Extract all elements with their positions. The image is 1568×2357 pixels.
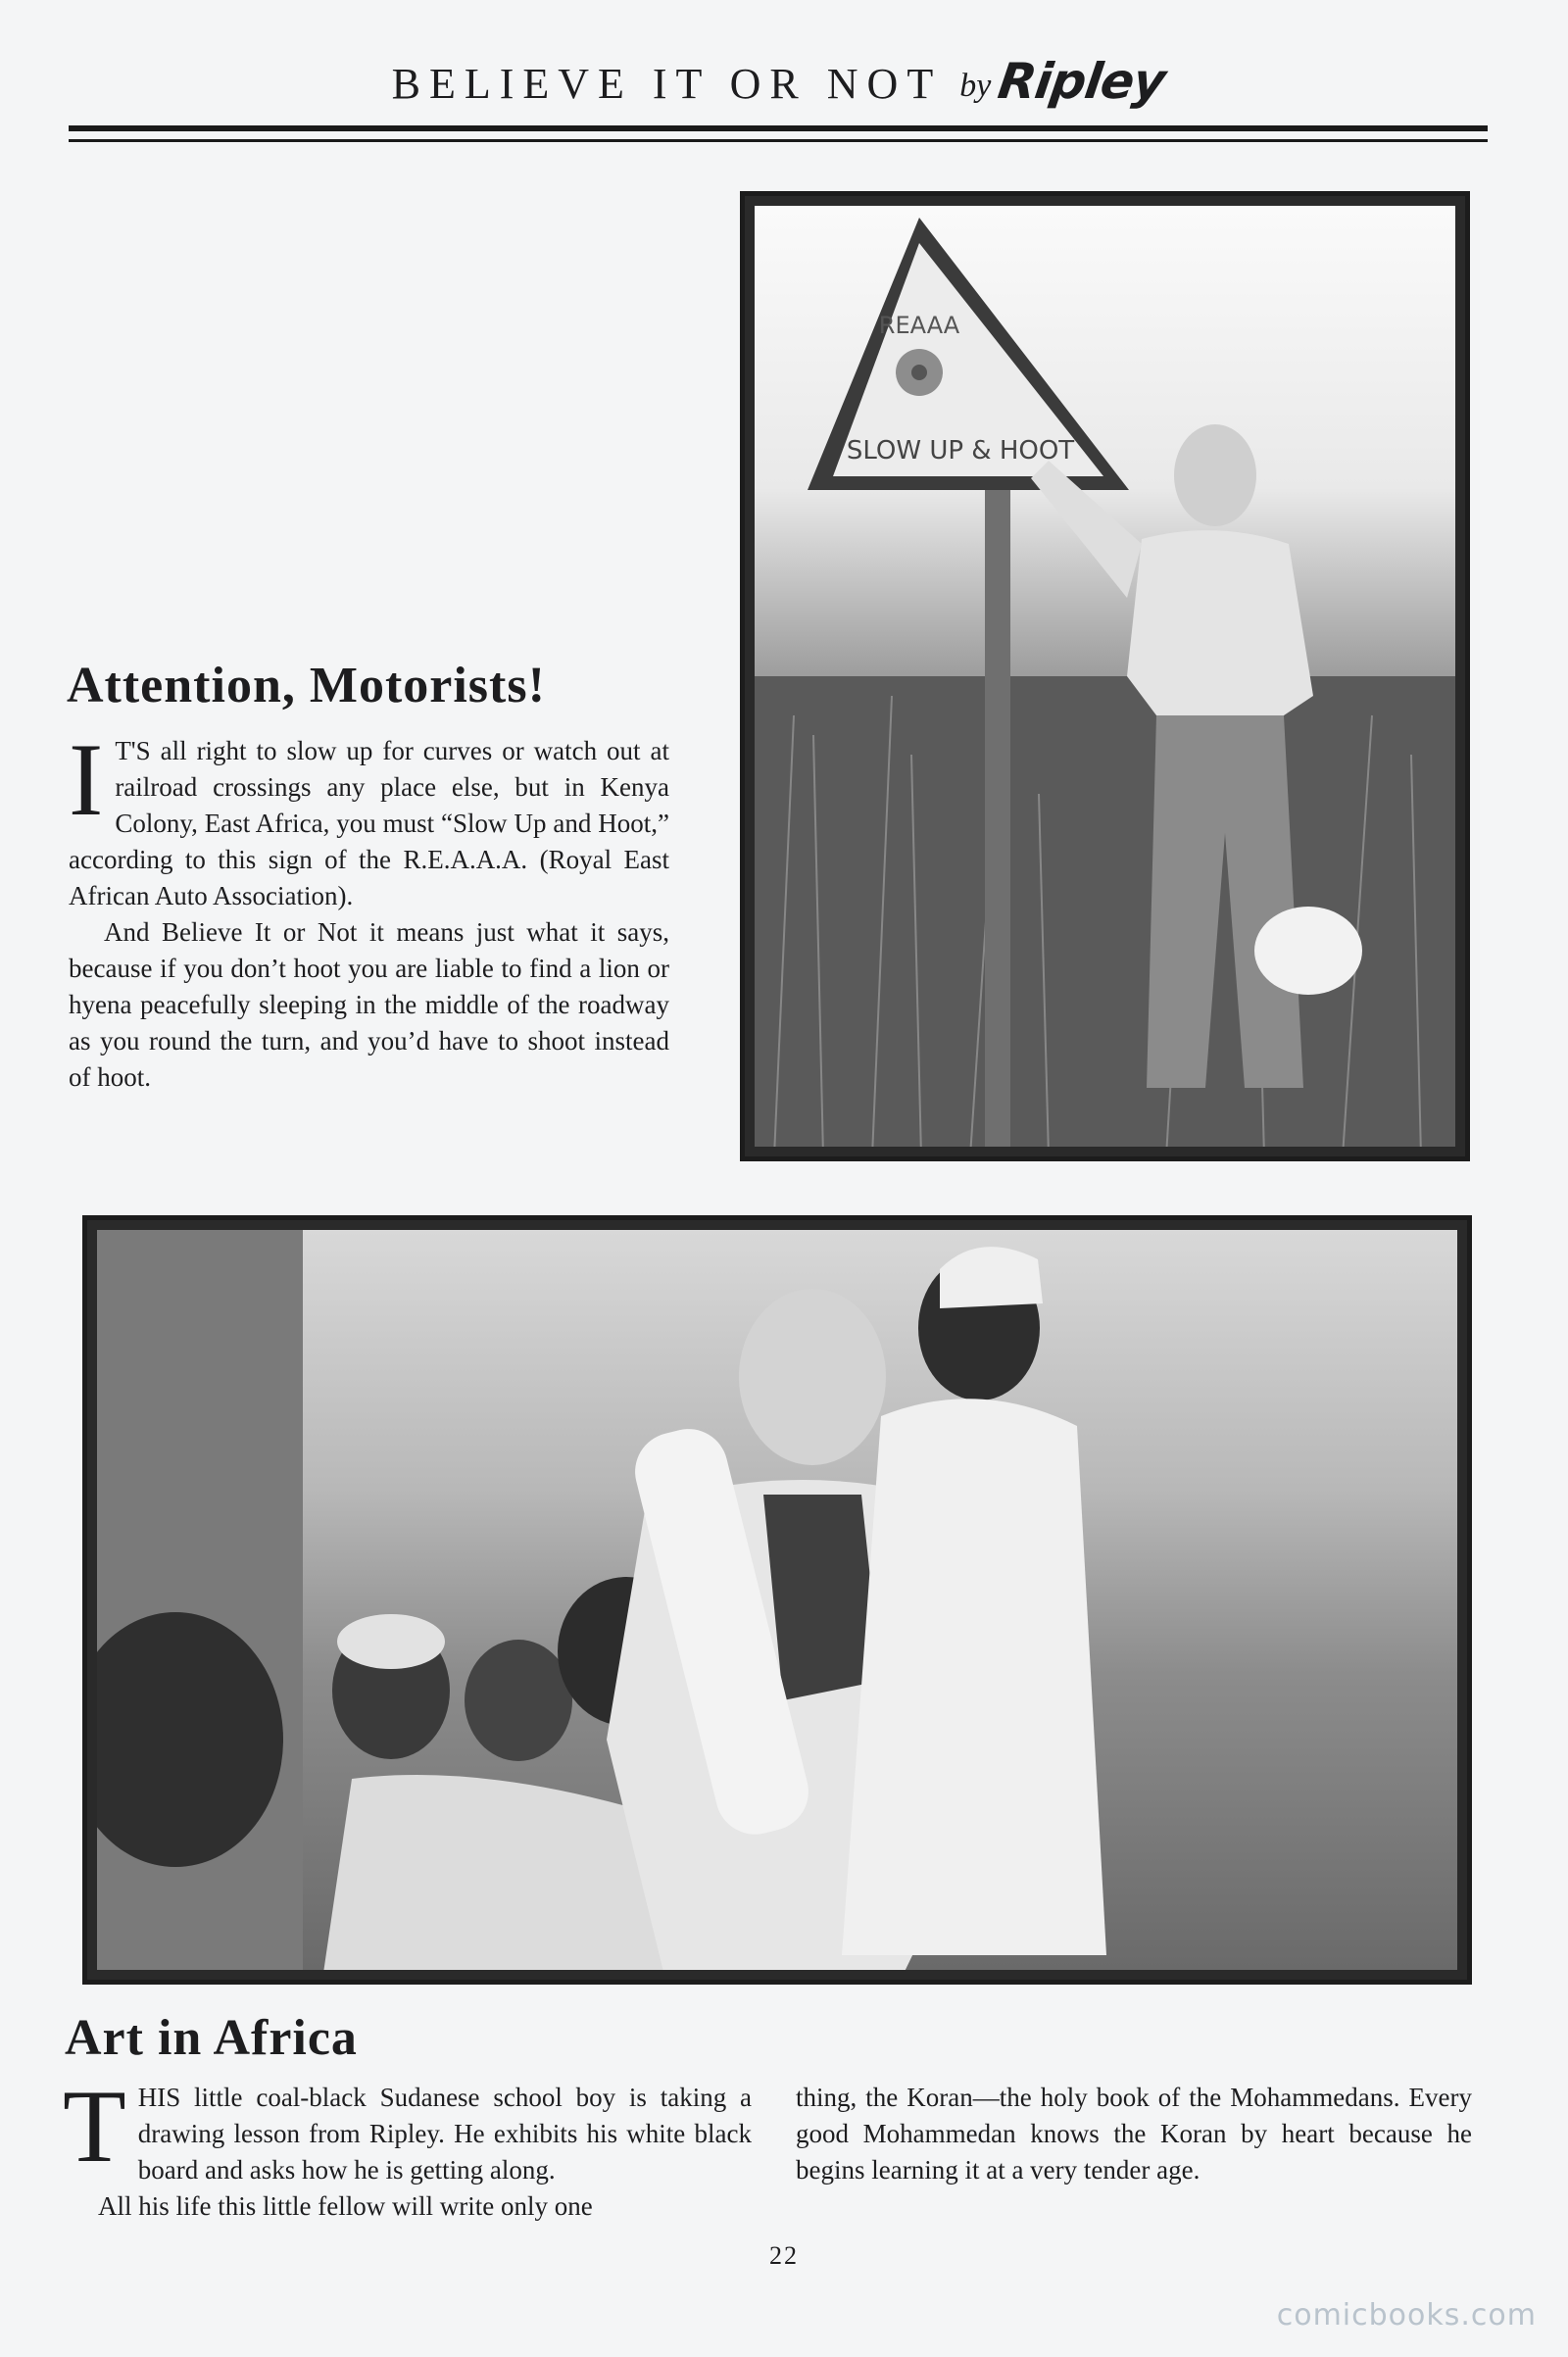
- photo-road-sign-image: [755, 206, 1455, 1147]
- article2-dropcap: T: [63, 2069, 126, 2184]
- ripley-logo: Ripley: [995, 53, 1169, 110]
- watermark: comicbooks.com: [1276, 2298, 1537, 2332]
- article2-column-2: [796, 2080, 1472, 2188]
- road-sign-illustration: [755, 206, 1455, 1147]
- article2-column-1: [63, 2069, 752, 2225]
- header-title: BELIEVE IT OR NOT: [391, 60, 943, 108]
- article2-paragraph-1: [63, 2069, 752, 2188]
- sign-text: SLOW UP & HOOT: [846, 436, 1075, 466]
- photo-road-sign: [740, 191, 1470, 1161]
- photo-drawing-lesson-image: [97, 1230, 1457, 1970]
- drawing-lesson-illustration: [97, 1230, 1457, 1970]
- article1-paragraph-2: And Believe It or Not it means just what it says, because if you don’t hoot you are liable to find a lion or hyena peacefully sleeping in the middle of the roadway as you round the turn, and you’d have to shoot instead of hoot.: [69, 917, 669, 1092]
- heading-art-in-africa: Art in Africa: [65, 2010, 358, 2066]
- header-rule-thin: [69, 139, 1488, 142]
- page-number: 22: [769, 2241, 799, 2270]
- article1-dropcap: I: [69, 722, 104, 837]
- photo-drawing-lesson: [82, 1215, 1472, 1985]
- header-rule-thick: [69, 125, 1488, 131]
- heading-attention-motorists: Attention, Motorists!: [67, 658, 546, 713]
- article1-paragraph-1: [69, 722, 669, 914]
- article1-text: [69, 722, 669, 1096]
- sign-letters: REAAA: [878, 312, 960, 339]
- article2-paragraph-1-text: HIS little coal-black Sudanese school boy is taking a drawing lesson from Ripley. He exhibits his white black board and asks how he is getting along.: [137, 2083, 752, 2185]
- article1-paragraph-1-text: T'S all right to slow up for curves or watch out at railroad crossings any place else, but in Kenya Colony, East Africa, you must “Slow Up and Hoot,” according to this sign of the R.E.A.A.A. (Royal East African Auto Association).: [69, 736, 669, 910]
- article2-paragraph-2: All his life this little fellow will write only one: [98, 2191, 593, 2221]
- article2-paragraph-2-continued: thing, the Koran—the holy book of the Mohammedans. Every good Mohammedan knows the Koran by heart because he begins learning it at a very tender age.: [796, 2083, 1472, 2185]
- page-header: [69, 41, 1488, 120]
- header-by: by: [959, 68, 992, 104]
